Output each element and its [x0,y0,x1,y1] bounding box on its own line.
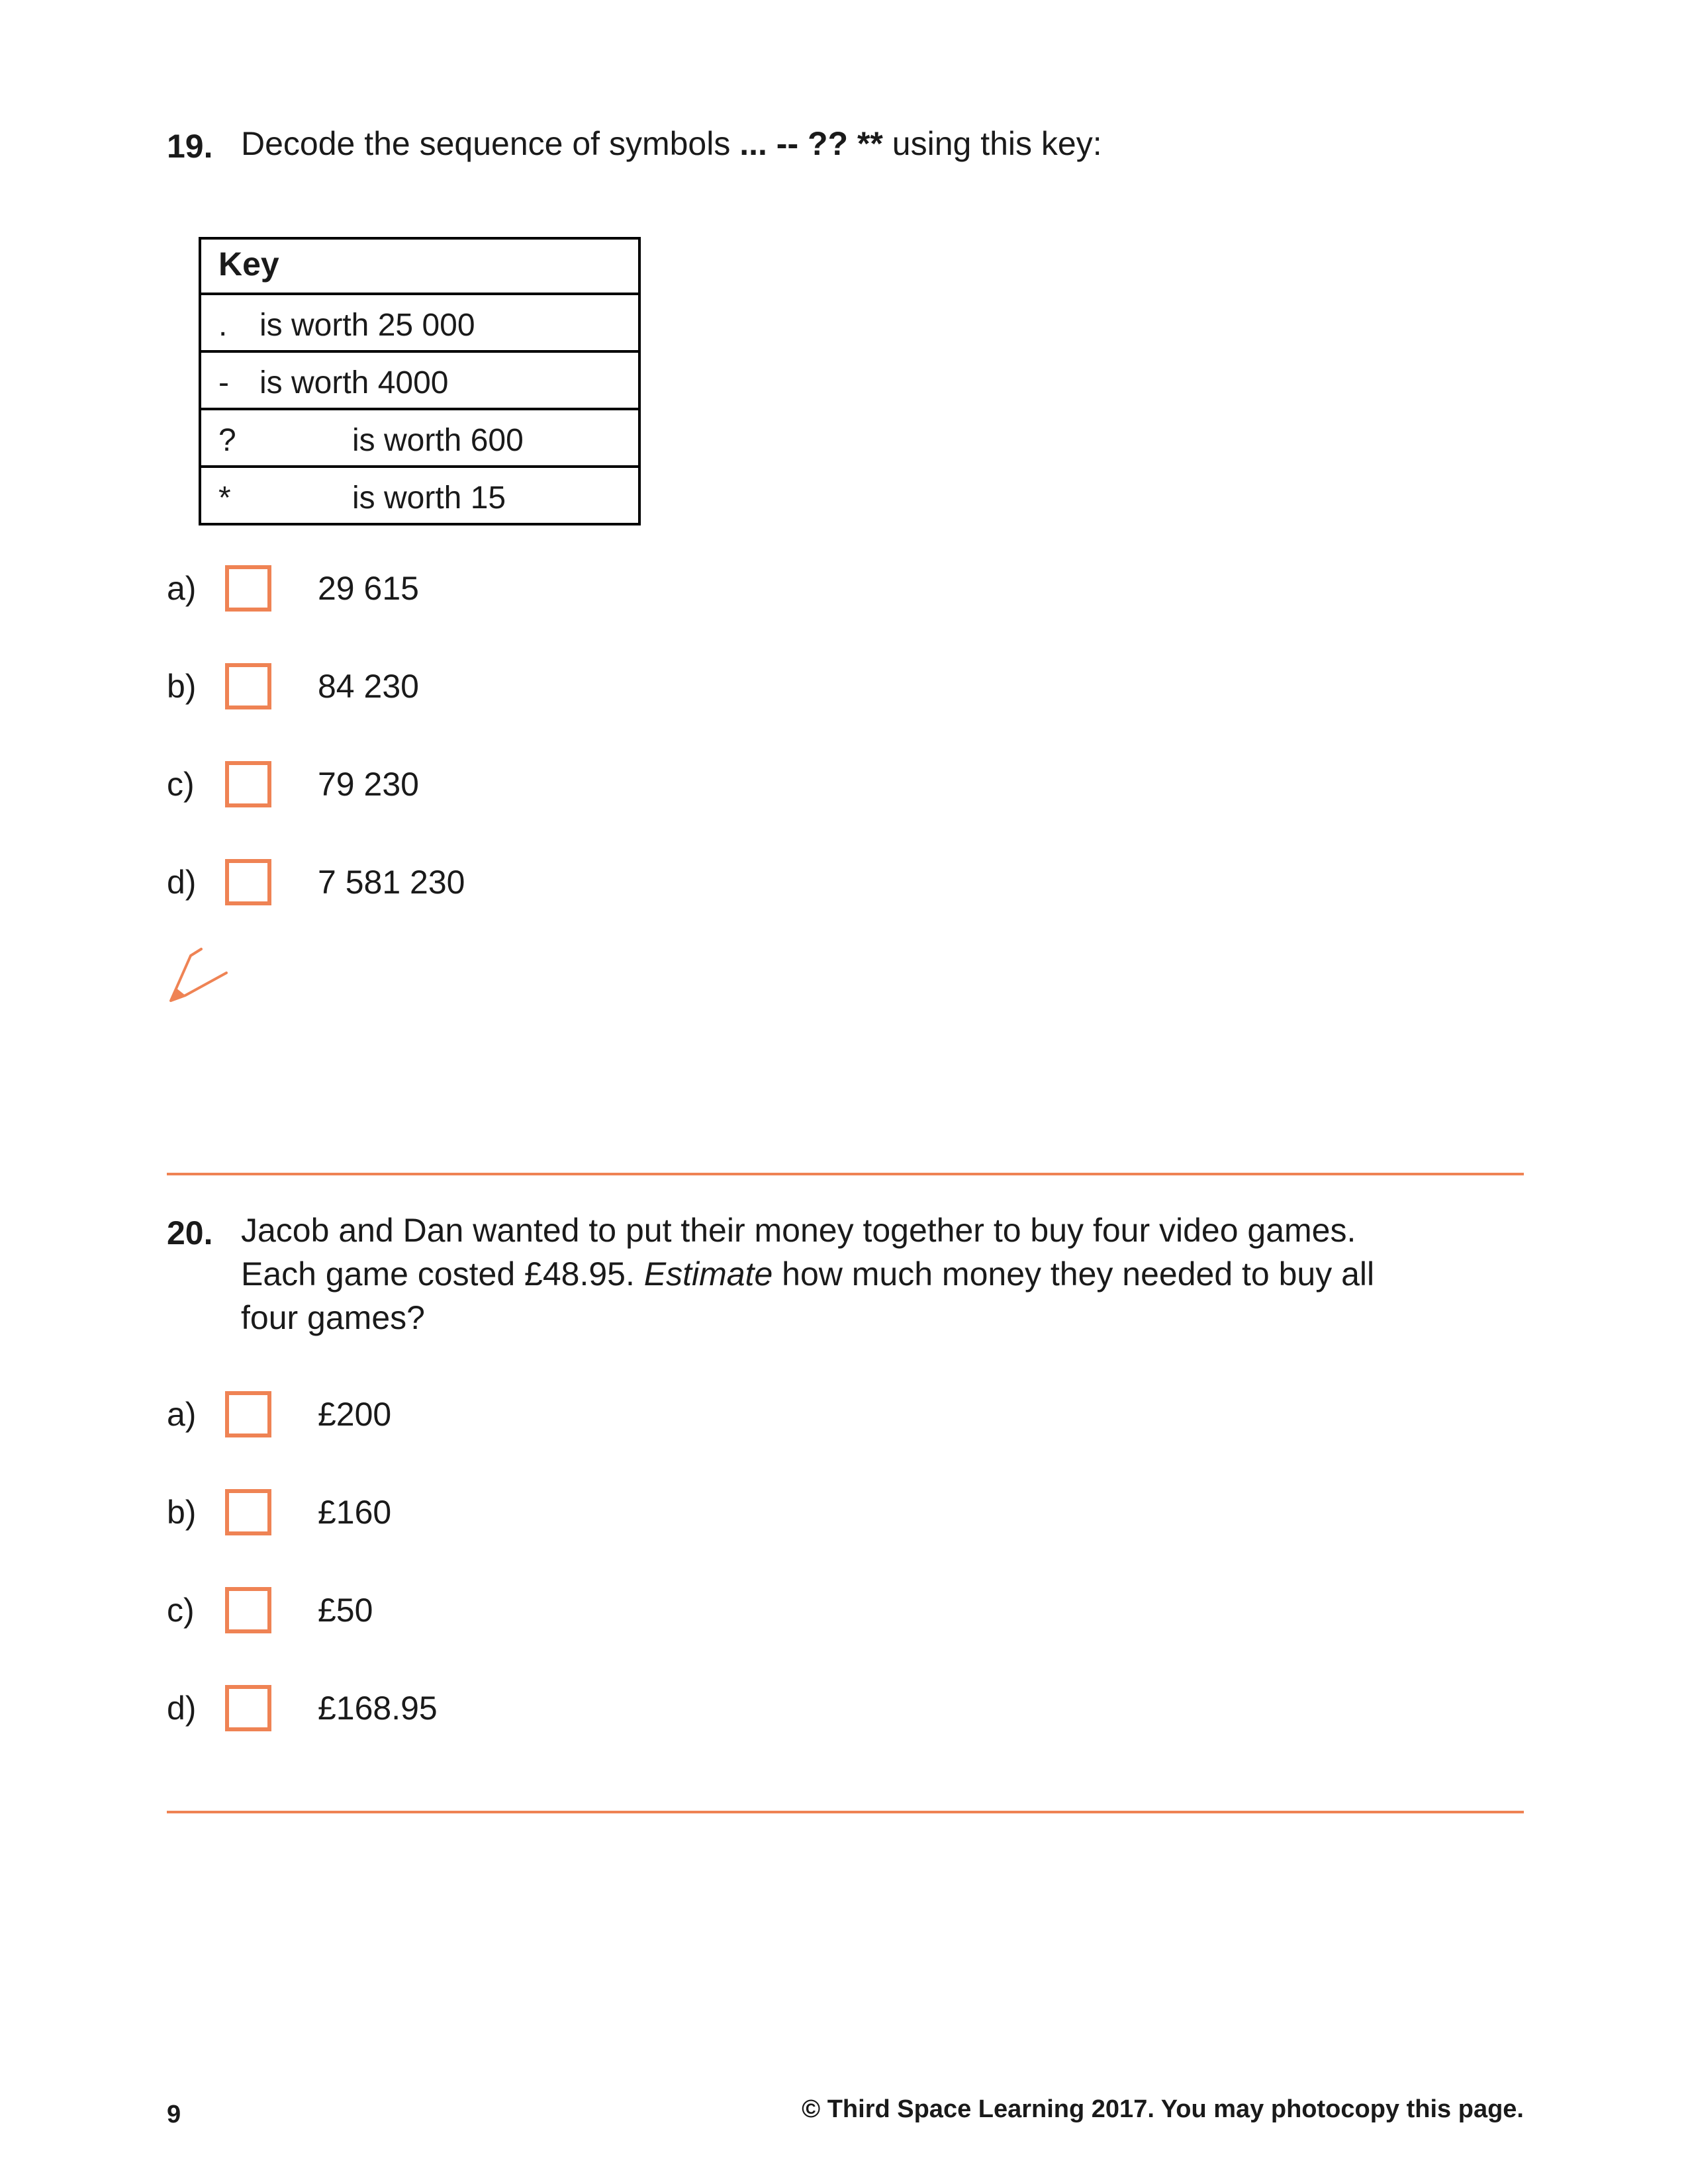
answer-checkbox[interactable] [225,1489,271,1535]
key-symbol: ? [218,423,236,458]
key-value: is worth 15 [352,480,506,516]
option-value: £50 [318,1592,373,1629]
key-heading: Key [218,246,279,283]
copyright-notice: © Third Space Learning 2017. You may photocopy this page. [802,2095,1524,2123]
question-20-text [241,1208,1499,1340]
key-symbol: - [218,365,229,400]
key-symbol: * [218,480,231,516]
question-19-text [241,122,1102,165]
answer-checkbox[interactable] [225,565,271,612]
option-label: d) [167,1690,197,1727]
key-table-header [201,240,638,293]
answer-checkbox[interactable] [225,663,271,709]
page-number: 9 [167,2101,181,2128]
answer-checkbox[interactable] [225,1391,271,1437]
question-20-line-2-before: Each game costed £48.95. [241,1255,644,1293]
key-symbol: . [218,308,228,343]
option-label: a) [167,1396,197,1433]
answer-checkbox[interactable] [225,859,271,905]
option-label: a) [167,570,197,607]
section-divider [167,1811,1524,1813]
answer-checkbox[interactable] [225,761,271,807]
option-value: 29 615 [318,570,419,607]
key-row-dot [201,293,638,350]
question-19-number: 19. [167,128,213,165]
key-value: is worth 25 000 [259,308,475,343]
option-label: c) [167,766,195,803]
key-row-asterisk [201,465,638,523]
key-row-question [201,408,638,465]
question-20-number: 20. [167,1214,213,1251]
key-table [199,237,641,525]
option-label: d) [167,864,197,901]
option-label: b) [167,668,197,705]
option-value: £200 [318,1396,392,1433]
key-value: is worth 4000 [259,365,449,400]
symbol-sequence: ... -- ?? ** [739,125,883,162]
question-20-line-3: four games? [241,1299,425,1336]
pencil-icon [165,946,232,1006]
question-20-line-2 [241,1252,1499,1296]
option-label: b) [167,1494,197,1531]
question-20-line-2-after: how much money they needed to buy all [773,1255,1375,1293]
question-19-text-before: Decode the sequence of symbols [241,125,740,162]
key-row-dash [201,350,638,408]
estimate-word: Estimate [643,1255,773,1293]
option-value: 79 230 [318,766,419,803]
option-value: 84 230 [318,668,419,705]
option-value: £168.95 [318,1690,438,1727]
section-divider [167,1173,1524,1175]
question-20-line-1: Jacob and Dan wanted to put their money together to buy four video games. [241,1212,1356,1249]
option-label: c) [167,1592,195,1629]
option-value: £160 [318,1494,392,1531]
key-value: is worth 600 [352,423,524,458]
answer-checkbox[interactable] [225,1685,271,1731]
answer-checkbox[interactable] [225,1587,271,1633]
option-value: 7 581 230 [318,864,465,901]
question-19-text-after: using this key: [882,125,1102,162]
